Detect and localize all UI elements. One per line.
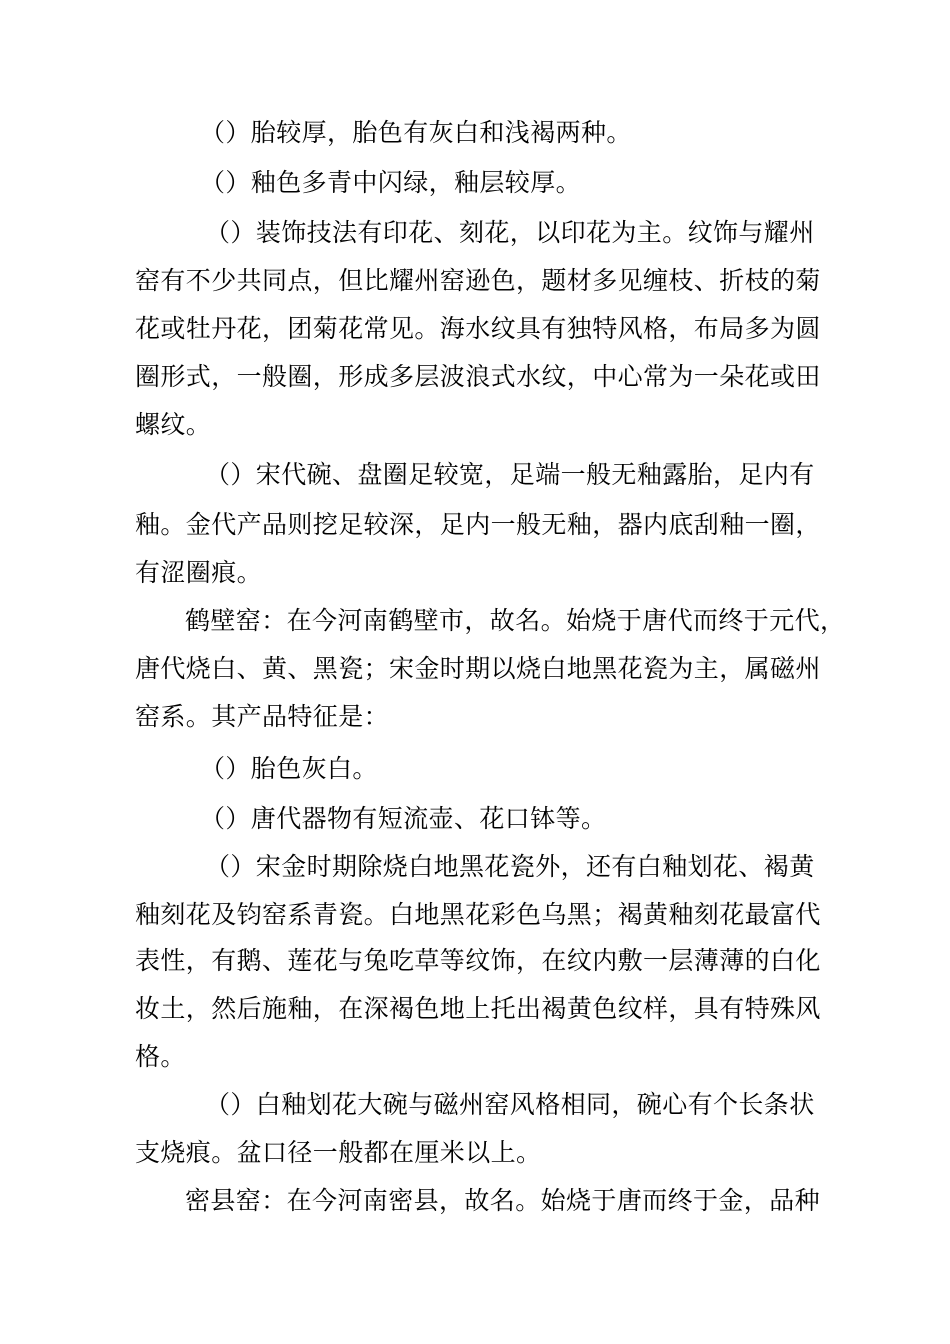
text-line-19: 妆土，然后施釉，在深褐色地上托出褐黄色纹样，具有特殊风 bbox=[135, 994, 821, 1023]
text-line-6: 圈形式，一般圈，形成多层波浪式水纹，中心常为一朵花或田 bbox=[135, 362, 821, 391]
text-line-21: （）白釉划花大碗与磁州窑风格相同，碗心有个长条状 bbox=[205, 1090, 815, 1119]
text-line-16: （）宋金时期除烧白地黑花瓷外，还有白釉划花、褐黄 bbox=[205, 852, 815, 881]
text-line-12: 唐代烧白、黄、黑瓷；宋金时期以烧白地黑花瓷为主，属磁州 bbox=[135, 654, 821, 683]
text-line-5: 花或牡丹花，团菊花常见。海水纹具有独特风格，布局多为圆 bbox=[135, 314, 821, 343]
text-line-11: 鹤壁窑：在今河南鹤壁市，故名。始烧于唐代而终于元代， bbox=[185, 606, 846, 635]
text-line-23: 密县窑：在今河南密县，故名。始烧于唐而终于金，品种 bbox=[185, 1186, 821, 1215]
text-line-2: （）釉色多青中闪绿，釉层较厚。 bbox=[200, 168, 582, 197]
text-line-15: （）唐代器物有短流壶、花口钵等。 bbox=[200, 804, 607, 833]
text-line-1: （）胎较厚，胎色有灰白和浅褐两种。 bbox=[200, 118, 632, 147]
text-line-17: 釉刻花及钧窑系青瓷。白地黑花彩色乌黑；褐黄釉刻花最富代 bbox=[135, 900, 821, 929]
text-line-10: 有涩圈痕。 bbox=[135, 558, 263, 587]
text-line-9: 釉。金代产品则挖足较深，足内一般无釉，器内底刮釉一圈， bbox=[135, 510, 821, 539]
text-line-18: 表性，有鹅、莲花与兔吃草等纹饰，在纹内敷一层薄薄的白化 bbox=[135, 946, 821, 975]
text-line-3: （）装饰技法有印花、刻花，以印花为主。纹饰与耀州 bbox=[205, 218, 815, 247]
text-line-7: 螺纹。 bbox=[135, 410, 212, 439]
text-line-14: （）胎色灰白。 bbox=[200, 754, 378, 783]
text-line-20: 格。 bbox=[135, 1042, 186, 1071]
text-line-4: 窑有不少共同点，但比耀州窑逊色，题材多见缠枝、折枝的菊 bbox=[135, 266, 821, 295]
text-line-13: 窑系。其产品特征是： bbox=[135, 702, 390, 731]
text-line-22: 支烧痕。盆口径一般都在厘米以上。 bbox=[135, 1138, 542, 1167]
text-line-8: （）宋代碗、盘圈足较宽，足端一般无釉露胎，足内有 bbox=[205, 460, 815, 489]
